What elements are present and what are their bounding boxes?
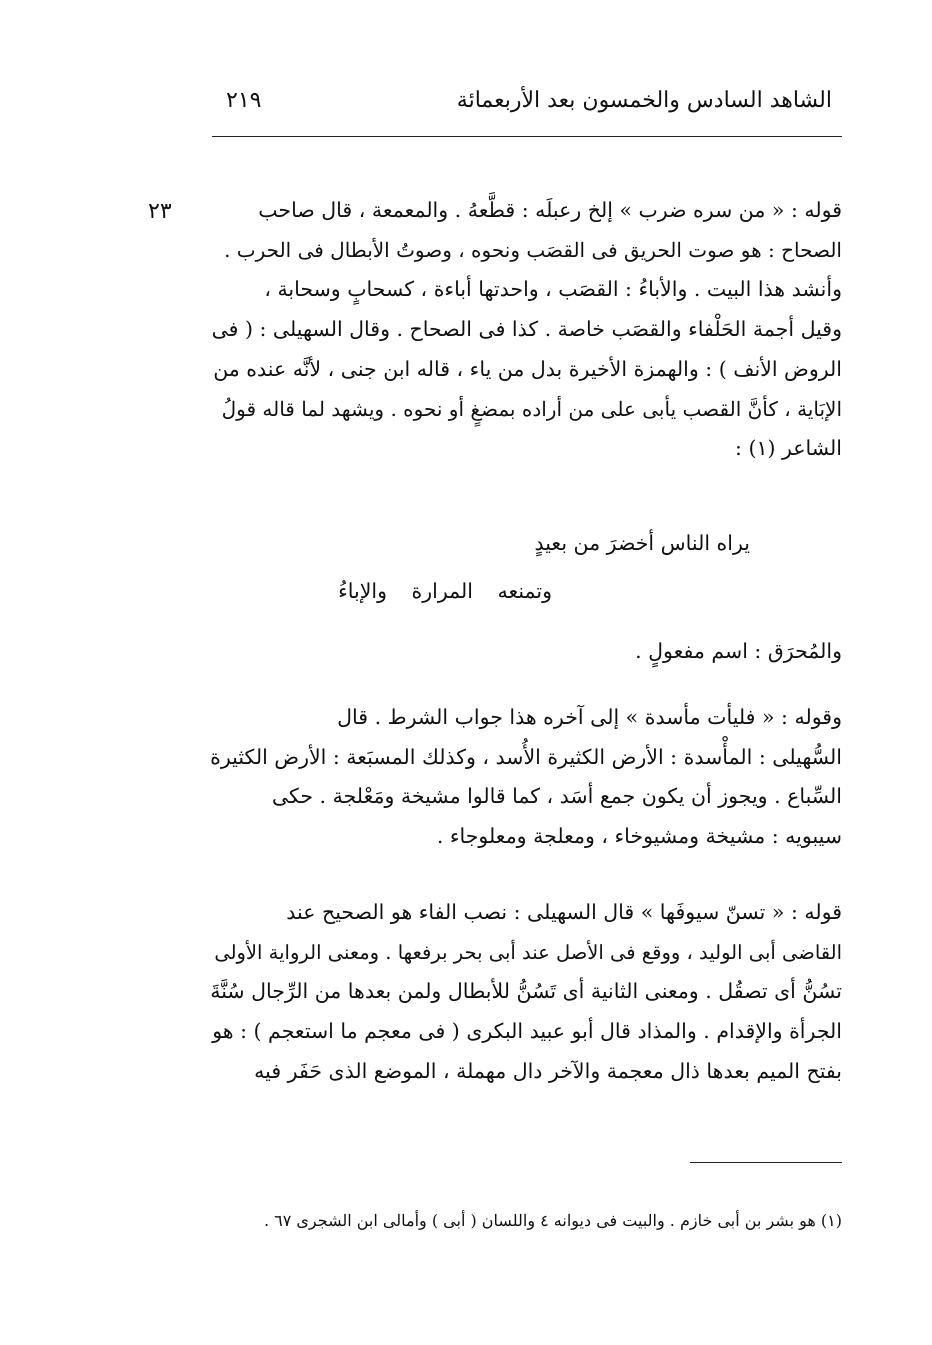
text-line: الإبَاية ، كأنَّ القصب يأبى على من أراده بمضغٍ أو نحوه . ويشهد لما قاله قولُ <box>221 396 842 421</box>
text-line: الصحاح : هو صوت الحريق فى القصَب ونحوه ، وصوتُ الأبطال فى الحرب . <box>224 237 842 262</box>
paragraph-2 <box>210 632 842 672</box>
text-line: بفتح الميم بعدها ذال معجمة والآخر دال مهملة ، الموضع الذى حَفَر فيه <box>254 1058 842 1083</box>
footnote: (١) هو بشر بن أبى خازم . والبيت فى ديوانه ٤ واللسان ( أبى ) وأمالى ابن الشجرى ٦٧ . <box>263 1211 842 1230</box>
verse-hemistich-1: يراه الناس أخضرَ من بعيدٍ <box>534 531 750 555</box>
paragraph-3 <box>210 698 842 857</box>
verse-hemistich-2: وتمنعه المرارة والإباءُ <box>338 579 552 603</box>
margin-line-number: ٢٣ <box>148 199 172 224</box>
text-line: السُّهيلى : المأْسدة : الأرض الكثيرة الأُسد ، وكذلك المسبَعة : الأرض الكثيرة <box>210 744 842 769</box>
text-line: تسُنُّ أى تصقُل . ومعنى الثانية أى تَسُنُّ للأبطال ولمن بعدها من الرِّجال سُنَّةَ <box>210 979 842 1004</box>
text-line: وقيل أجمة الحَلْفاء والقصَب خاصة . كذا فى الصحاح . وقال السهيلى : ( فى <box>211 317 842 342</box>
text-line: والمُحرَق : اسم مفعولٍ . <box>635 639 842 663</box>
text-line: قوله : « من سره ضرب » إلخ رعبلَه : قطَّعهُ . والمعمعة ، قال صاحب <box>258 198 842 222</box>
text-line: الروض الأنف ) : والهمزة الأخيرة بدل من ياء ، قاله ابن جنى ، لأنَّه عنده من <box>213 356 842 381</box>
text-line: الجرأة والإقدام . والمذاد قال أبو عبيد البكرى ( فى معجم ما استعجم ) : هو <box>212 1019 842 1044</box>
text-line: الشاعر (١) : <box>735 436 842 461</box>
text-line: قوله : « تسنّ سيوفَها » قال السهيلى : نصب الفاء هو الصحيح عند <box>286 900 842 924</box>
page-number: ٢١٩ <box>226 88 262 113</box>
text-line: السِّباع . ويجوز أن يكون جمع أسَد ، كما قالوا مشيخة ومَعْلجة . حكى <box>271 784 842 809</box>
text-line: سيبويه : مشيخة ومشيوخاء ، ومعلجة ومعلوجاء . <box>436 824 842 849</box>
paragraph-4 <box>210 893 842 1092</box>
footnote-rule <box>690 1162 842 1163</box>
running-title: الشاهد السادس والخمسون بعد الأربعمائة <box>456 88 832 113</box>
text-line: وأنشد هذا البيت . والأباءُ : القصَب ، واحدتها أباءة ، كسحابٍ وسحابة ، <box>264 277 842 302</box>
paragraph-1 <box>210 191 842 469</box>
text-line: وقوله : « فليأت مأسدة » إلى آخره هذا جواب الشرط . قال <box>337 705 842 729</box>
text-line: القاضى أبى الوليد ، ووقع فى الأصل عند أبى بحر برفعها . ومعنى الرواية الأولى <box>214 940 842 964</box>
header-rule <box>212 136 842 137</box>
